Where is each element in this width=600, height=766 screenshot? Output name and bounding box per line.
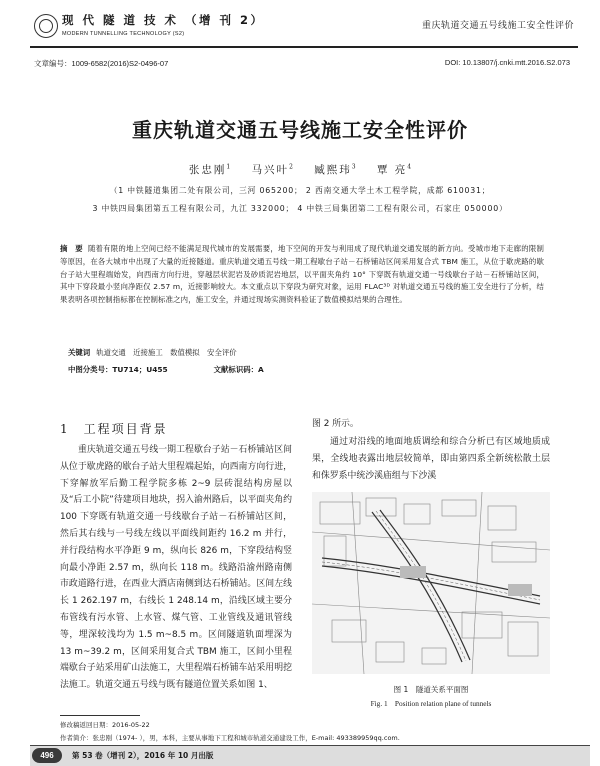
body-text-col2-cont: 图 2 所示。 <box>312 419 359 429</box>
doc-code: 文献标识码：A <box>213 365 264 374</box>
figure-caption-cn: 图 1 隧道关系平面图 <box>393 685 469 694</box>
footnote-author-info: 作者简介：张忠刚（1974- ），男，本科，主要从事地下工程和城市轨道交通建设工作，E-mail: 493389959qq.com. <box>60 734 400 742</box>
journal-header <box>30 8 578 48</box>
author-name: 张忠刚 <box>188 164 227 176</box>
author-sup: 2 <box>289 163 293 171</box>
classification <box>68 364 270 375</box>
body-text-col1: 重庆轨道交通五号线一期工程歇台子站－石桥铺站区间从位于歇虎路的歇台子站大里程端起始，向西南方向行进，下穿解放军后勤工程学院多栋 2~9 层砖混结构房屋以及“后工小院”待建项目地块，拐入渝州路后，以平面夹角约 100 下穿既有轨道交通一号线歇台子站－石桥铺站区间，然后其右线与一号线左线以平面线间距约 16.2 m 并行，并行段结构水平净距 9 m，纵向长 826 m，下穿段结构竖向最小净距 2.57 m，纵向长 118 m。线路沿渝州路南侧市政道路行进，在西业大酒店南侧到达石桥铺站。区间左线长 1 262.197 m，右线长 1 248.14 m，沿线区域主要分布管线有污水管、上水管、煤气管、工业管线及通讯管线等，埋深较浅均为 1.5 m~8.5 m。区间隧道轨面埋深为 13 m~39.2 m，区间采用复合式 TBM 施工，区间小里程端歇台子站采用矿山法施工，大里程端石桥铺车站采用明挖法施工。轨道交通五号线与既有隧道位置关系如图 1、 <box>60 445 292 691</box>
abstract-label: 摘 要 <box>60 244 83 253</box>
abstract-text: 随着有限的地上空间已经不能满足现代城市的发展需要，地下空间的开发与利用成了现代轨道交通发展的新方向。受城市地下走廊的限制等原因，在各大城市中出现了大量的近接隧道。重庆轨道交通五号线一期工程歇台子站－石桥铺站区间采用复合式 TBM 施工，从位于歇虎路的歇台子站大里程端始发，向西南方向行进，穿越层状泥岩及砂质泥岩地层，以平面夹角约 10° 下穿既有轨道交通一号线歇台子站－石桥铺站区间，其中下穿段最小竖向净距仅 2.57 m，近接影响较大。本文重点以下穿段为研究对象，运用 FLAC³ᴰ 对轨道交通五号线的施工安全进行了分析，结果表明各项控制指标都在控制标准之内，施工安全，并通过现场实测资料验证了数值模拟结果的合理性。 <box>60 244 544 305</box>
footnote-received: 修改稿返回日期：2016-05-22 <box>60 721 150 729</box>
keywords-label: 关键词 <box>68 348 91 357</box>
author-name: 马兴叶 <box>251 164 290 176</box>
figure-caption-en: Fig. 1 Position relation plane of tunnels <box>370 699 492 708</box>
journal-logo-icon <box>34 14 58 38</box>
running-title: 重庆轨道交通五号线施工安全性评价 <box>421 21 574 31</box>
author-sup: 1 <box>226 163 231 171</box>
body-text-col2: 通过对沿线的地面地质调绘和综合分析已有区域地质成果，全线地表露出地层较简单，即由第四系全新统松散土层和侏罗系中统沙溪庙组与下沙溪 <box>312 437 550 481</box>
affiliation-line-2: 3 中铁四局集团第五工程有限公司，九江 332000； 4 中铁三局集团第二工程有限公司，石家庄 050000） <box>92 204 508 213</box>
issue-info: 第 53 卷（增刊 2），2016 年 10 月出版 <box>72 751 214 760</box>
paper-title: 重庆轨道交通五号线施工安全性评价 <box>132 118 468 142</box>
tunnel-plan-figure <box>312 492 550 674</box>
section-heading: 1 工程项目背景 <box>60 422 168 436</box>
journal-title: 现 代 隧 道 技 术 （增 刊 2） <box>62 13 265 27</box>
tunnel-plan-drawing <box>312 492 550 674</box>
author-sup: 3 <box>351 163 356 171</box>
doi: DOI: 10.13807/j.cnki.mtt.2016.S2.073 <box>444 58 570 67</box>
footnote-divider <box>60 715 140 716</box>
abstract <box>60 243 544 307</box>
keywords <box>68 347 237 358</box>
author-name: 臧熙玮 <box>314 164 352 176</box>
article-number: 文章编号：1009-6582(2016)S2-0496-07 <box>34 59 169 68</box>
author-name: 覃 亮 <box>376 164 408 176</box>
affiliation-line-1: （1 中铁隧道集团二处有限公司，三河 065200； 2 西南交通大学土木工程学院，成都 610031； <box>109 186 491 195</box>
journal-english-title: MODERN TUNNELLING TECHNOLOGY (S2) <box>62 31 185 37</box>
keywords-text: 轨道交通 近接施工 数值模拟 安全评价 <box>96 348 237 357</box>
author-list <box>0 162 600 177</box>
page-number: 496 <box>32 748 62 763</box>
author-sup: 4 <box>407 163 412 171</box>
clc-code: 中图分类号：TU714；U455 <box>68 365 168 374</box>
